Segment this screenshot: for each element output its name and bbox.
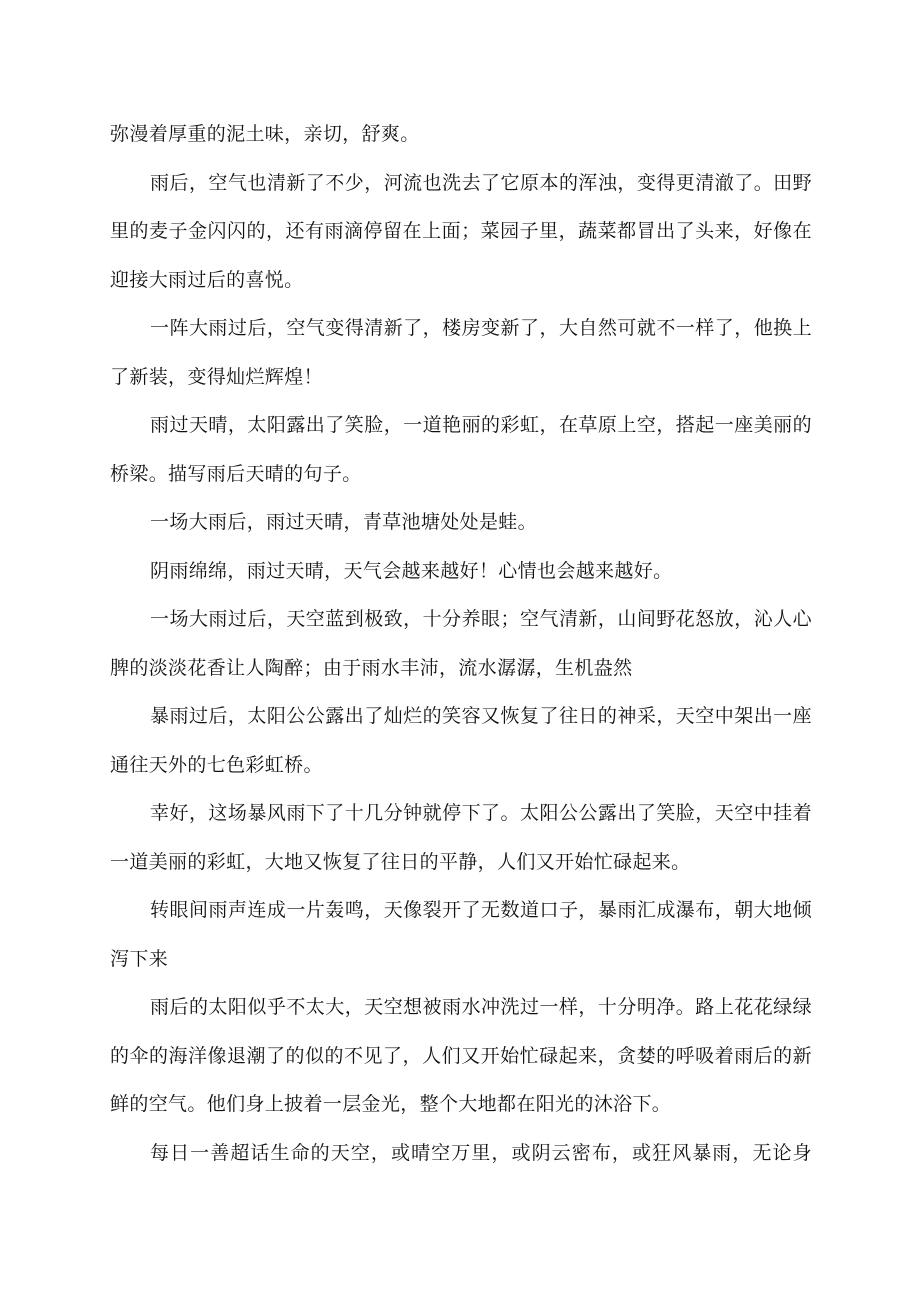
paragraph-3: 一阵大雨过后，空气变得清新了，楼房变新了，大自然可就不一样了，他换上了新装，变得灿烂辉煌！ [110,317,812,388]
paragraph-9: 幸好，这场暴风雨下了十几分钟就停下了。太阳公公露出了笑脸，天空中挂着一道美丽的彩虹，大地又恢复了往日的平静，人们又开始忙碌起来。 [110,802,812,873]
paragraph-1: 弥漫着厚重的泥土味，亲切，舒爽。 [110,123,420,145]
paragraph-5: 一场大雨后，雨过天晴，青草池塘处处是蛙。 [150,511,538,533]
paragraph-4: 雨过天晴，太阳露出了笑脸，一道艳丽的彩虹，在草原上空，搭起一座美丽的桥梁。描写雨后天晴的句子。 [110,414,812,485]
paragraph-10: 转眼间雨声连成一片轰鸣，天像裂开了无数道口子，暴雨汇成瀑布，朝大地倾泻下来 [110,899,812,970]
paragraph-8: 暴雨过后，太阳公公露出了灿烂的笑容又恢复了往日的神采，天空中架出一座通往天外的七色彩虹桥。 [110,705,812,776]
document-page [110,110,812,1177]
paragraph-7: 一场大雨过后，天空蓝到极致，十分养眼；空气清新，山间野花怒放，沁人心脾的淡淡花香让人陶醉；由于雨水丰沛，流水潺潺，生机盎然 [110,608,812,679]
paragraph-12: 每日一善超话生命的天空，或晴空万里，或阴云密布，或狂风暴雨，无论身 [150,1141,812,1164]
paragraph-2: 雨后，空气也清新了不少，河流也洗去了它原本的浑浊，变得更清澈了。田野里的麦子金闪闪的，还有雨滴停留在上面；菜园子里，蔬菜都冒出了头来，好像在迎接大雨过后的喜悦。 [110,171,812,291]
paragraph-6: 阴雨绵绵，雨过天晴，天气会越来越好！心情也会越来越好。 [150,559,673,582]
paragraph-11: 雨后的太阳似乎不太大，天空想被雨水冲洗过一样，十分明净。路上花花绿绿的伞的海洋像退潮了的似的不见了，人们又开始忙碌起来，贪婪的呼吸着雨后的新鲜的空气。他们身上披着一层金光，整个大地都在阳光的沐浴下。 [110,996,812,1115]
